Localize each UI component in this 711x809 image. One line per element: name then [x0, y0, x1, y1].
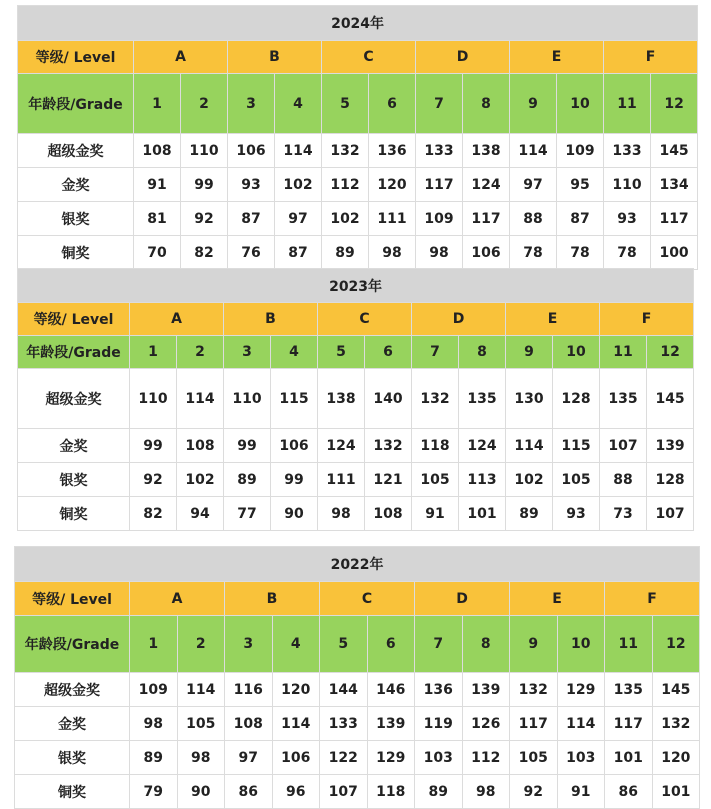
score-cell: 118: [412, 429, 459, 463]
score-cell: 97: [225, 741, 273, 775]
score-cell: 111: [369, 202, 416, 236]
table-row: [18, 236, 698, 270]
score-cell: 105: [510, 741, 558, 775]
year-title: 2022年: [15, 547, 700, 582]
score-cell: 81: [134, 202, 181, 236]
score-cell: 114: [510, 134, 557, 168]
level-cell: E: [506, 303, 600, 336]
score-cell: 78: [557, 236, 604, 270]
score-cell: 109: [557, 134, 604, 168]
score-cell: 77: [224, 497, 271, 531]
score-cell: 95: [557, 168, 604, 202]
level-cell: F: [604, 41, 698, 74]
score-cell: 108: [365, 497, 412, 531]
score-cell: 98: [177, 741, 225, 775]
score-cell: 140: [365, 369, 412, 429]
score-table-2024: [17, 5, 698, 270]
grade-cell: 6: [367, 616, 415, 673]
score-cell: 113: [459, 463, 506, 497]
score-cell: 114: [177, 369, 224, 429]
score-cell: 73: [600, 497, 647, 531]
score-cell: 99: [181, 168, 228, 202]
score-cell: 76: [228, 236, 275, 270]
table-row: [18, 168, 698, 202]
score-cell: 88: [510, 202, 557, 236]
level-cell: B: [224, 303, 318, 336]
score-cell: 117: [510, 707, 558, 741]
score-cell: 106: [228, 134, 275, 168]
score-cell: 108: [225, 707, 273, 741]
grade-header: 年龄段/Grade: [15, 616, 130, 673]
score-cell: 99: [130, 429, 177, 463]
score-cell: 93: [228, 168, 275, 202]
table-row: [15, 707, 700, 741]
score-cell: 89: [130, 741, 178, 775]
grade-cell: 9: [506, 336, 553, 369]
score-cell: 117: [605, 707, 653, 741]
grade-cell: 12: [652, 616, 700, 673]
score-cell: 98: [130, 707, 178, 741]
level-cell: D: [415, 582, 510, 616]
grade-header: 年龄段/Grade: [18, 336, 130, 369]
table-row: [15, 673, 700, 707]
grade-cell: 12: [651, 74, 698, 134]
grade-cell: 7: [415, 616, 463, 673]
score-cell: 89: [506, 497, 553, 531]
grade-cell: 10: [553, 336, 600, 369]
score-cell: 135: [600, 369, 647, 429]
score-cell: 105: [553, 463, 600, 497]
score-cell: 108: [134, 134, 181, 168]
level-cell: E: [510, 41, 604, 74]
score-cell: 101: [652, 775, 700, 809]
score-cell: 109: [416, 202, 463, 236]
grade-cell: 1: [134, 74, 181, 134]
score-cell: 110: [181, 134, 228, 168]
score-cell: 117: [651, 202, 698, 236]
score-cell: 130: [506, 369, 553, 429]
score-cell: 117: [463, 202, 510, 236]
score-cell: 105: [412, 463, 459, 497]
level-cell: D: [416, 41, 510, 74]
grade-cell: 8: [463, 74, 510, 134]
score-cell: 98: [416, 236, 463, 270]
score-cell: 106: [463, 236, 510, 270]
level-cell: A: [134, 41, 228, 74]
grade-cell: 2: [181, 74, 228, 134]
score-cell: 145: [651, 134, 698, 168]
score-cell: 132: [652, 707, 700, 741]
score-cell: 132: [322, 134, 369, 168]
score-cell: 115: [271, 369, 318, 429]
score-cell: 111: [318, 463, 365, 497]
score-cell: 102: [275, 168, 322, 202]
score-cell: 118: [367, 775, 415, 809]
score-cell: 112: [462, 741, 510, 775]
year-title: 2024年: [18, 6, 698, 41]
score-cell: 91: [557, 775, 605, 809]
grade-cell: 12: [647, 336, 694, 369]
score-cell: 88: [600, 463, 647, 497]
award-label: 金奖: [18, 429, 130, 463]
level-header: 等级/ Level: [18, 41, 134, 74]
score-cell: 109: [130, 673, 178, 707]
score-cell: 114: [177, 673, 225, 707]
grade-cell: 5: [322, 74, 369, 134]
grade-cell: 6: [369, 74, 416, 134]
score-cell: 138: [318, 369, 365, 429]
score-cell: 120: [272, 673, 320, 707]
year-title: 2023年: [18, 269, 694, 303]
score-cell: 129: [367, 741, 415, 775]
score-cell: 120: [369, 168, 416, 202]
score-cell: 114: [272, 707, 320, 741]
score-cell: 122: [320, 741, 368, 775]
score-cell: 97: [510, 168, 557, 202]
award-label: 超级金奖: [18, 134, 134, 168]
score-cell: 100: [651, 236, 698, 270]
table-row: [18, 429, 694, 463]
grade-cell: 11: [605, 616, 653, 673]
score-cell: 135: [605, 673, 653, 707]
score-cell: 128: [553, 369, 600, 429]
score-cell: 92: [510, 775, 558, 809]
score-cell: 99: [271, 463, 318, 497]
grade-cell: 6: [365, 336, 412, 369]
score-cell: 93: [553, 497, 600, 531]
score-cell: 102: [177, 463, 224, 497]
score-cell: 136: [369, 134, 416, 168]
grade-cell: 3: [225, 616, 273, 673]
level-cell: D: [412, 303, 506, 336]
level-cell: C: [318, 303, 412, 336]
score-cell: 132: [510, 673, 558, 707]
level-cell: A: [130, 303, 224, 336]
table-row: [15, 775, 700, 809]
award-label: 铜奖: [15, 775, 130, 809]
score-cell: 128: [647, 463, 694, 497]
score-cell: 132: [365, 429, 412, 463]
score-cell: 89: [415, 775, 463, 809]
grade-cell: 11: [600, 336, 647, 369]
score-cell: 121: [365, 463, 412, 497]
grade-cell: 2: [177, 336, 224, 369]
score-cell: 96: [272, 775, 320, 809]
score-cell: 93: [604, 202, 651, 236]
score-cell: 102: [322, 202, 369, 236]
score-cell: 106: [272, 741, 320, 775]
award-label: 铜奖: [18, 236, 134, 270]
score-cell: 92: [130, 463, 177, 497]
score-cell: 106: [271, 429, 318, 463]
grade-cell: 10: [557, 616, 605, 673]
score-cell: 92: [181, 202, 228, 236]
score-cell: 87: [228, 202, 275, 236]
award-label: 银奖: [18, 202, 134, 236]
score-cell: 133: [416, 134, 463, 168]
grade-cell: 8: [459, 336, 506, 369]
score-cell: 98: [369, 236, 416, 270]
score-cell: 101: [459, 497, 506, 531]
score-cell: 105: [177, 707, 225, 741]
score-cell: 132: [412, 369, 459, 429]
score-cell: 110: [224, 369, 271, 429]
score-cell: 98: [318, 497, 365, 531]
level-cell: E: [510, 582, 605, 616]
grade-cell: 3: [224, 336, 271, 369]
score-cell: 78: [510, 236, 557, 270]
score-cell: 108: [177, 429, 224, 463]
level-header: 等级/ Level: [15, 582, 130, 616]
table-row: [18, 202, 698, 236]
score-cell: 115: [553, 429, 600, 463]
score-cell: 139: [367, 707, 415, 741]
score-table-2022: [14, 546, 700, 809]
score-cell: 112: [322, 168, 369, 202]
award-label: 超级金奖: [15, 673, 130, 707]
score-cell: 114: [506, 429, 553, 463]
grade-cell: 11: [604, 74, 651, 134]
grade-cell: 4: [271, 336, 318, 369]
score-cell: 99: [224, 429, 271, 463]
grade-cell: 5: [318, 336, 365, 369]
score-cell: 98: [462, 775, 510, 809]
score-cell: 82: [130, 497, 177, 531]
table-row: [15, 741, 700, 775]
grade-cell: 4: [272, 616, 320, 673]
score-cell: 102: [506, 463, 553, 497]
score-cell: 94: [177, 497, 224, 531]
grade-cell: 3: [228, 74, 275, 134]
score-cell: 107: [600, 429, 647, 463]
score-cell: 86: [225, 775, 273, 809]
score-cell: 138: [463, 134, 510, 168]
level-cell: F: [600, 303, 694, 336]
score-table-2023: [17, 268, 694, 531]
score-cell: 86: [605, 775, 653, 809]
score-cell: 124: [318, 429, 365, 463]
award-label: 金奖: [15, 707, 130, 741]
score-cell: 114: [275, 134, 322, 168]
score-cell: 110: [604, 168, 651, 202]
score-cell: 91: [134, 168, 181, 202]
score-cell: 129: [557, 673, 605, 707]
score-cell: 145: [647, 369, 694, 429]
score-cell: 134: [651, 168, 698, 202]
score-cell: 146: [367, 673, 415, 707]
score-cell: 119: [415, 707, 463, 741]
score-cell: 133: [604, 134, 651, 168]
grade-cell: 9: [510, 74, 557, 134]
award-label: 铜奖: [18, 497, 130, 531]
table-row: [18, 497, 694, 531]
grade-cell: 7: [416, 74, 463, 134]
grade-cell: 7: [412, 336, 459, 369]
grade-cell: 1: [130, 336, 177, 369]
score-cell: 145: [652, 673, 700, 707]
grade-cell: 4: [275, 74, 322, 134]
grade-cell: 9: [510, 616, 558, 673]
level-cell: C: [322, 41, 416, 74]
award-label: 超级金奖: [18, 369, 130, 429]
score-cell: 144: [320, 673, 368, 707]
award-label: 银奖: [15, 741, 130, 775]
score-cell: 90: [271, 497, 318, 531]
level-cell: C: [320, 582, 415, 616]
score-cell: 82: [181, 236, 228, 270]
grade-cell: 10: [557, 74, 604, 134]
level-cell: B: [228, 41, 322, 74]
score-cell: 107: [647, 497, 694, 531]
score-cell: 120: [652, 741, 700, 775]
score-cell: 89: [224, 463, 271, 497]
score-cell: 89: [322, 236, 369, 270]
score-cell: 136: [415, 673, 463, 707]
score-cell: 139: [462, 673, 510, 707]
score-cell: 101: [605, 741, 653, 775]
score-cell: 114: [557, 707, 605, 741]
table-row: [18, 369, 694, 429]
grade-cell: 2: [177, 616, 225, 673]
score-cell: 126: [462, 707, 510, 741]
table-row: [18, 134, 698, 168]
score-cell: 78: [604, 236, 651, 270]
score-cell: 116: [225, 673, 273, 707]
score-cell: 124: [459, 429, 506, 463]
level-header: 等级/ Level: [18, 303, 130, 336]
score-cell: 135: [459, 369, 506, 429]
score-cell: 90: [177, 775, 225, 809]
grade-cell: 5: [320, 616, 368, 673]
score-cell: 87: [275, 236, 322, 270]
score-cell: 103: [557, 741, 605, 775]
score-cell: 79: [130, 775, 178, 809]
score-cell: 87: [557, 202, 604, 236]
score-cell: 124: [463, 168, 510, 202]
score-cell: 91: [412, 497, 459, 531]
score-cell: 117: [416, 168, 463, 202]
award-label: 金奖: [18, 168, 134, 202]
level-cell: B: [225, 582, 320, 616]
table-row: [18, 463, 694, 497]
score-cell: 107: [320, 775, 368, 809]
grade-header: 年龄段/Grade: [18, 74, 134, 134]
score-cell: 70: [134, 236, 181, 270]
grade-cell: 1: [130, 616, 178, 673]
score-cell: 139: [647, 429, 694, 463]
level-cell: A: [130, 582, 225, 616]
level-cell: F: [605, 582, 700, 616]
grade-cell: 8: [462, 616, 510, 673]
score-cell: 110: [130, 369, 177, 429]
award-label: 银奖: [18, 463, 130, 497]
score-cell: 133: [320, 707, 368, 741]
score-cell: 97: [275, 202, 322, 236]
score-cell: 103: [415, 741, 463, 775]
